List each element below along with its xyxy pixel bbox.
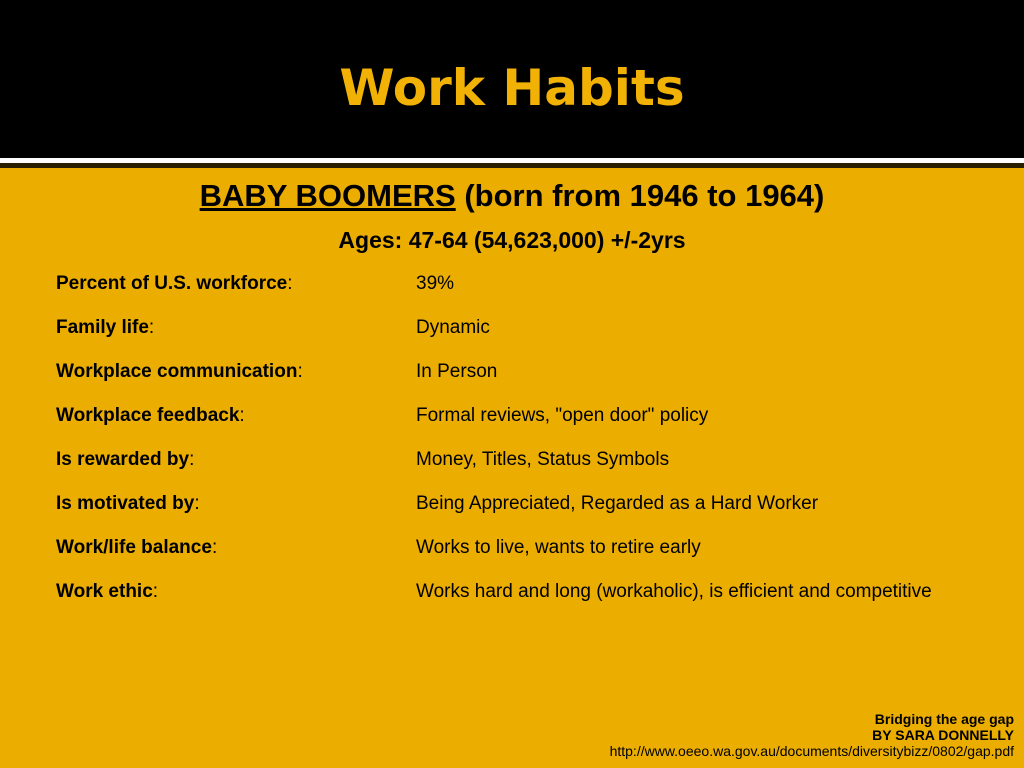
- subtitle: [0, 176, 1024, 216]
- row-label: Percent of U.S. workforce: [56, 273, 288, 294]
- list-item: Workplace feedback: Formal reviews, "open door" policy: [56, 405, 956, 427]
- row-value: Being Appreciated, Regarded as a Hard Worker: [416, 493, 819, 514]
- row-label: Is rewarded by: [56, 449, 190, 470]
- row-value: Dynamic: [416, 317, 490, 338]
- subtitle-generation: BABY BOOMERS: [199, 178, 456, 213]
- source-credits: [610, 711, 1014, 759]
- row-value: Works to live, wants to retire early: [416, 537, 701, 558]
- row-label: Workplace feedback: [56, 405, 240, 426]
- row-label: Is motivated by: [56, 493, 195, 514]
- list-item: Work ethic: Works hard and long (workaholic), is efficient and competitive: [56, 581, 956, 603]
- row-label: Work/life balance: [56, 537, 212, 558]
- row-value: Works hard and long (workaholic), is efficient and competitive: [416, 581, 932, 602]
- row-label: Family life: [56, 317, 149, 338]
- subtitle-years: (born from 1946 to 1964): [455, 178, 825, 213]
- credit-title: Bridging the age gap: [874, 711, 1014, 727]
- row-value: Money, Titles, Status Symbols: [416, 449, 670, 470]
- list-item: Work/life balance: Works to live, wants to retire early: [56, 537, 956, 559]
- slide-title: Work Habits: [339, 59, 685, 117]
- row-label: Work ethic: [56, 581, 153, 602]
- divider-shadow: [0, 163, 1024, 168]
- list-item: Percent of U.S. workforce: 39%: [56, 273, 956, 295]
- row-value: Formal reviews, "open door" policy: [416, 405, 709, 426]
- source-link[interactable]: http://www.oeeo.wa.gov.au/documents/diversitybizz/0802/gap.pdf: [609, 743, 1014, 759]
- habits-list: [56, 273, 956, 625]
- list-item: Is rewarded by: Money, Titles, Status Symbols: [56, 449, 956, 471]
- row-value: 39%: [416, 273, 455, 294]
- ages-line: Ages: 47-64 (54,623,000) +/-2yrs: [338, 227, 686, 253]
- row-label: Workplace communication: [56, 361, 298, 382]
- list-item: Workplace communication: In Person: [56, 361, 956, 383]
- list-item: Family life: Dynamic: [56, 317, 956, 339]
- list-item: Is motivated by: Being Appreciated, Regarded as a Hard Worker: [56, 493, 956, 515]
- row-value: In Person: [416, 361, 498, 382]
- credit-author: BY SARA DONNELLY: [872, 727, 1014, 743]
